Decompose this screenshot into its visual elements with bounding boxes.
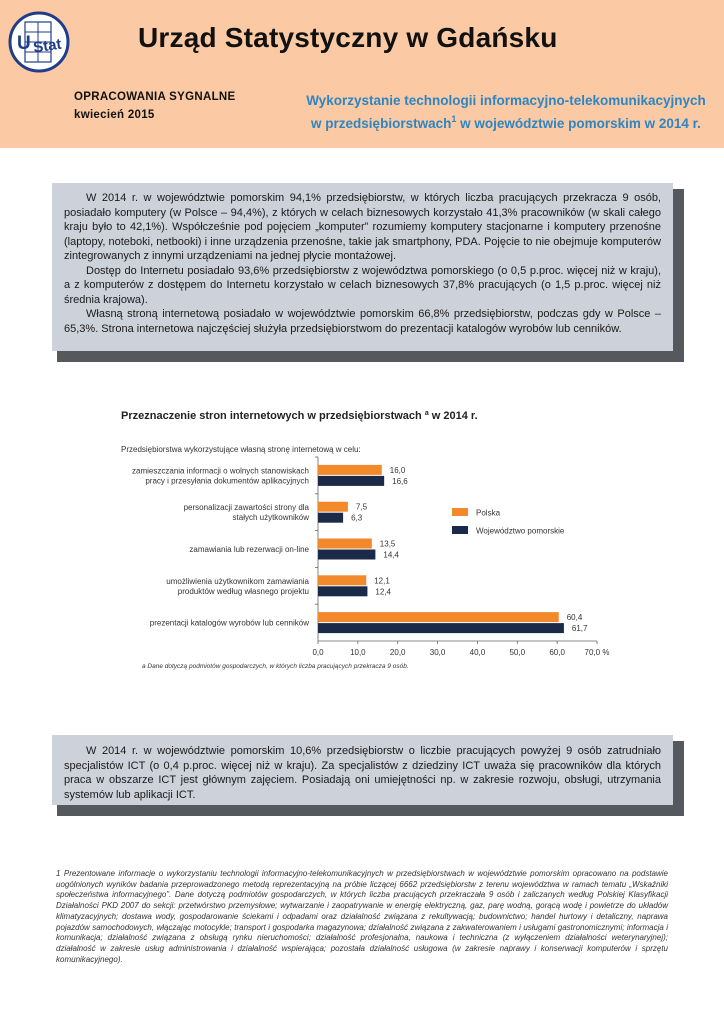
- data-label: 7,5: [355, 502, 368, 512]
- category-label: produktów według własnego projektu: [177, 586, 309, 596]
- category-label: prezentacji katalogów wyrobów lub cenników: [149, 618, 309, 628]
- x-tick-label: 50,0: [509, 648, 526, 657]
- category-label: personalizacji zawartości strony dla: [183, 503, 309, 513]
- data-label: 16,6: [392, 476, 408, 486]
- category-label: zamieszczania informacji o wolnych stanowiskach: [132, 466, 309, 476]
- x-tick-label: 20,0: [389, 648, 406, 657]
- x-tick-label: 0,0: [312, 648, 324, 657]
- bar-pomorskie: [318, 550, 375, 560]
- x-tick-label: 10,0: [350, 648, 366, 657]
- summary-paragraph: W 2014 r. w województwie pomorskim 94,1% przedsiębiorstw, w których liczba pracujących przekracza 9 osób, posiadało komputery (w Polsce – 94,4%), z których w celach biznesowych korzystało 41,3% pracowników (w skali całego kraju było to 42,1%). Współcześnie pod pojęciem „komputer” rozumiemy komputery stacjonarne i komputery przenośne (laptopy, noteboki, netbooki) i inne urządzenia przenośne, takie jak smartphony, PDA. Pojęcie to nie obejmuje komputerów zintegrowanych z innymi urządzeniami na jednej płycie montażowej.: [64, 192, 661, 262]
- category-label: zamawiania lub rezerwacji on-line: [189, 545, 309, 554]
- chart-note: a Dane dotyczą podmiotów gospodarczych, w których liczba pracujących przekracza 9 osób.: [142, 663, 409, 670]
- series-name: OPRACOWANIA SYGNALNE: [74, 91, 236, 103]
- ict-box: [52, 735, 673, 805]
- bar-polska: [318, 502, 348, 512]
- bar-polska: [318, 539, 372, 549]
- bar-pomorskie: [318, 623, 564, 633]
- bar-polska: [318, 575, 366, 585]
- subtitle-line-2-post: w województwie pomorskim w 2014 r.: [456, 116, 701, 131]
- header-band: [0, 0, 724, 148]
- subtitle-line-1: Wykorzystanie technologii informacyjno-telekomunikacyjnych: [306, 93, 706, 108]
- x-tick-label: 30,0: [429, 648, 446, 657]
- data-label: 12,4: [375, 587, 392, 597]
- x-tick-label: 40,0: [469, 648, 486, 657]
- footnote: 1 Prezentowane informacje o wykorzystaniu technologii informacyjno-telekomunikacyjnych w przedsiębiorstwach w województwie pomorskim opracowano na podstawie uogólnionych wyników badania przeprowadzonego metodą reprezentacyjną na próbie liczącej 6662 przedsiębiorstw z terenu województwa w ramach tematu „Wskaźniki społeczeństwa informacyjnego”. Dane dotyczą podmiotów gospodarczych, w których liczba pracujących przekraczała 9 osób i zaliczanych według Polskiej Klasyfikacji Działalności PKD 2007 do sekcji: przetwórstwo przemysłowe; wytwarzanie i zaopatrywanie w energię elektryczną, gaz, parę wodną, gorącą wodę i powietrze do układów klimatyzacyjnych; dostawa wody, gospodarowanie ściekami i odpadami oraz działalność związana z rekultywacją; budownictwo; handel hurtowy i detaliczny, naprawa pojazdów samochodowych, włączając motocykle; transport i gospodarka magazynowa; działalność związana z zakwaterowaniem i usługami gastronomicznymi; informacja i komunikacja; działalność związana z obsługą rynku nieruchomości; działalność profesjonalna, naukowa i techniczna (z wyłączeniem działalności weterynaryjnej); działalność w zakresie usług administrowania i działalność wspierająca; pozostała działalność usługowa (w zakresie naprawy i konserwacji komputerów i sprzętu komunikacyjnego).: [56, 869, 668, 964]
- bar-polska: [318, 612, 559, 622]
- bar-chart: [100, 455, 620, 660]
- subtitle-line-2: [296, 112, 716, 135]
- data-label: 13,5: [379, 539, 396, 549]
- page-title: Urząd Statystyczny w Gdańsku: [138, 22, 558, 53]
- data-label: 14,4: [383, 550, 399, 560]
- summary-paragraph: Dostęp do Internetu posiadało 93,6% przedsiębiorstw z województwa pomorskiego (o 0,5 p.proc. więcej niż w kraju), a z komputerów z dostępem do Internetu korzystało w celach biznesowych 37,8% pracujących (o 1,5 p.proc. więcej niż średnia krajowa).: [64, 264, 661, 306]
- chart-title: [121, 410, 478, 422]
- bar-pomorskie: [318, 476, 384, 486]
- x-tick-label: 60,0: [549, 648, 565, 657]
- chart-title-sup: a: [424, 410, 429, 417]
- subtitle-line-2-pre: w przedsiębiorstwach: [311, 116, 452, 131]
- data-label: 61,7: [571, 624, 588, 634]
- data-label: 16,0: [389, 465, 406, 475]
- bar-pomorskie: [318, 513, 343, 523]
- svg-text:U: U: [17, 33, 31, 54]
- series-date: kwiecień 2015: [74, 109, 155, 121]
- footnote-marker: 1: [451, 114, 457, 124]
- bar-polska: [318, 465, 382, 475]
- chart-subtitle: Przedsiębiorstwa wykorzystujące własną stronę internetową w celu:: [121, 445, 361, 454]
- chart-title-suffix: w 2014 r.: [428, 410, 478, 422]
- category-label: umożliwienia użytkownikom zamawiania: [166, 576, 309, 586]
- bar-pomorskie: [318, 586, 367, 596]
- publication-subtitle: [296, 89, 716, 135]
- chart-title-text: Przeznaczenie stron internetowych w przedsiębiorstwach: [121, 410, 422, 422]
- category-label: stałych użytkowników: [232, 513, 309, 523]
- ustat-logo: [8, 9, 70, 75]
- category-label: pracy i przesyłania dokumentów aplikacyjnych: [145, 476, 309, 486]
- legend-label: Polska: [476, 508, 501, 518]
- ict-paragraph: W 2014 r. w województwie pomorskim 10,6% przedsiębiorstw o liczbie pracujących powyżej 9 osób zatrudniało specjalistów ICT (o 0,4 p.proc. więcej niż w kraju). Za specjalistów z dziedziny ICT uważa się pracowników dla których praca w obszarze ICT jest głównym zajęciem. Posiadają oni umiejętności np. w zakresie rozwoju, obsługi, utrzymania systemów lub aplikacji ICT.: [64, 745, 661, 801]
- data-label: 12,1: [374, 576, 390, 586]
- data-label: 60,4: [566, 613, 583, 623]
- legend-swatch: [452, 526, 468, 534]
- data-label: 6,3: [351, 513, 363, 523]
- svg-text:Stat: Stat: [32, 35, 63, 57]
- x-tick-label: 70,0 %: [584, 648, 610, 657]
- summary-box: [52, 183, 673, 351]
- legend-label: Województwo pomorskie: [476, 526, 565, 536]
- summary-paragraph: Własną stroną internetową posiadało w województwie pomorskim 66,8% przedsiębiorstw, podczas gdy w Polsce – 65,3%. Strona internetowa najczęściej służyła przedsiębiorstwom do prezentacji katalogów wyrobów lub cenników.: [64, 308, 661, 335]
- legend-swatch: [452, 508, 468, 516]
